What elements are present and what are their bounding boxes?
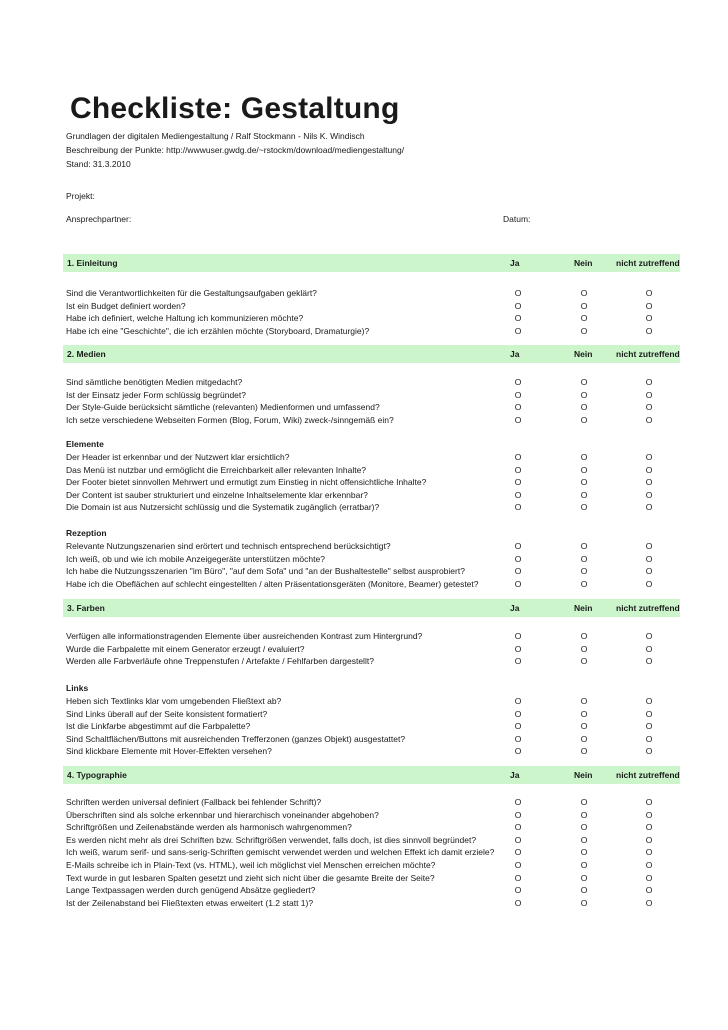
- option-ja-radio[interactable]: O: [514, 553, 522, 564]
- option-ja-radio[interactable]: O: [514, 897, 522, 908]
- column-label-nein: Nein: [574, 770, 593, 780]
- option-nz-radio[interactable]: O: [645, 897, 653, 908]
- option-nz-radio[interactable]: O: [645, 631, 653, 641]
- checklist-row: [66, 502, 678, 514]
- column-label-nz: nicht zutreffend: [616, 603, 680, 613]
- option-nein-radio[interactable]: O: [580, 834, 588, 845]
- page-title: Checkliste: Gestaltung: [70, 92, 400, 125]
- question-text: Schriften werden universal definiert (Fallback bei fehlender Schrift)?: [66, 797, 322, 807]
- section-title: 1. Einleitung: [67, 258, 118, 268]
- checklist-row: [66, 301, 678, 313]
- option-nein-radio[interactable]: O: [580, 402, 588, 412]
- checklist-row: [66, 477, 678, 489]
- checklist-row: [66, 721, 678, 733]
- option-nein-radio[interactable]: O: [580, 377, 588, 387]
- checklist-row: [66, 579, 678, 591]
- checklist-row: [66, 415, 678, 427]
- option-nein-radio[interactable]: O: [580, 489, 588, 500]
- question-text: Ich weiß, warum serif- und sans-serig-Schriften gemischt verwendet werden und welchen Effekt ich damit erziele?: [66, 847, 495, 858]
- checklist-row: [66, 746, 678, 758]
- option-nz-radio[interactable]: O: [645, 464, 653, 475]
- question-text: Sind klickbare Elemente mit Hover-Effekten versehen?: [66, 746, 272, 757]
- option-ja-radio[interactable]: O: [514, 631, 522, 641]
- column-label-ja: Ja: [510, 603, 520, 613]
- option-ja-radio[interactable]: O: [514, 313, 522, 324]
- option-nz-radio[interactable]: O: [645, 288, 653, 298]
- column-label-nein: Nein: [574, 603, 593, 613]
- option-nz-radio[interactable]: O: [645, 541, 653, 551]
- option-nz-radio[interactable]: O: [645, 885, 653, 896]
- option-nein-radio[interactable]: O: [580, 389, 588, 400]
- option-nein-radio[interactable]: O: [580, 464, 588, 475]
- option-nein-radio[interactable]: O: [580, 897, 588, 908]
- option-nz-radio[interactable]: O: [645, 797, 653, 807]
- meta-description-url: Beschreibung der Punkte: http://wwwuser.gwdg.de/~rstockm/download/mediengestaltung/: [66, 145, 405, 155]
- option-nz-radio[interactable]: O: [645, 313, 653, 324]
- checklist-row: [66, 696, 678, 708]
- option-ja-radio[interactable]: O: [514, 300, 522, 311]
- option-ja-radio[interactable]: O: [514, 860, 522, 870]
- question-text: Ich setze verschiedene Webseiten Formen (Blog, Forum, Wiki) zweck-/sinngemäß ein?: [66, 414, 394, 425]
- option-nz-radio[interactable]: O: [645, 452, 653, 462]
- option-ja-radio[interactable]: O: [514, 402, 522, 412]
- subsection-title: Elemente: [66, 439, 104, 449]
- checklist-row: [66, 885, 678, 897]
- checklist-row: [66, 402, 678, 414]
- column-label-ja: Ja: [510, 258, 520, 268]
- option-nein-radio[interactable]: O: [580, 452, 588, 462]
- checklist-row: [66, 377, 678, 389]
- section-header: [63, 599, 680, 617]
- question-text: Das Menü ist nutzbar und ermöglicht die Erreichbarkeit aller relevanten Inhalte?: [66, 464, 367, 475]
- checklist-row: [66, 847, 678, 859]
- option-ja-radio[interactable]: O: [514, 541, 522, 551]
- option-ja-radio[interactable]: O: [514, 733, 522, 744]
- question-text: Habe ich eine "Geschichte", die ich erzählen möchte (Storyboard, Dramaturgie)?: [66, 326, 370, 337]
- checklist-row: [66, 656, 678, 668]
- option-nein-radio[interactable]: O: [580, 502, 588, 512]
- option-nein-radio[interactable]: O: [580, 578, 588, 589]
- option-nein-radio[interactable]: O: [580, 847, 588, 858]
- question-text: Sind sämtliche benötigten Medien mitgedacht?: [66, 377, 243, 387]
- option-nein-radio[interactable]: O: [580, 746, 588, 757]
- subsection-title: Rezeption: [66, 528, 107, 538]
- option-ja-radio[interactable]: O: [514, 489, 522, 500]
- section-title: 3. Farben: [67, 603, 105, 613]
- checklist-row: [66, 898, 678, 910]
- option-ja-radio[interactable]: O: [514, 502, 522, 512]
- option-ja-radio[interactable]: O: [514, 847, 522, 858]
- option-ja-radio[interactable]: O: [514, 464, 522, 475]
- option-nz-radio[interactable]: O: [645, 578, 653, 589]
- question-text: Der Header ist erkennbar und der Nutzwert klar ersichtlich?: [66, 452, 290, 462]
- option-nz-radio[interactable]: O: [645, 656, 653, 667]
- option-nz-radio[interactable]: O: [645, 300, 653, 311]
- option-ja-radio[interactable]: O: [514, 643, 522, 654]
- checklist-row: [66, 860, 678, 872]
- question-text: Überschriften sind als solche erkennbar und hierarchisch voneinander abgehoben?: [66, 809, 379, 820]
- option-nz-radio[interactable]: O: [645, 746, 653, 757]
- question-text: Der Footer bietet sinnvollen Mehrwert und ermutigt zum Einstieg in nicht offensichtliche Inhalte?: [66, 477, 427, 487]
- option-ja-radio[interactable]: O: [514, 809, 522, 820]
- option-nz-radio[interactable]: O: [645, 822, 653, 833]
- option-nein-radio[interactable]: O: [580, 313, 588, 324]
- meta-authors: Grundlagen der digitalen Mediengestaltung / Ralf Stockmann - Nils K. Windisch: [66, 131, 365, 141]
- option-nz-radio[interactable]: O: [645, 809, 653, 820]
- option-ja-radio[interactable]: O: [514, 696, 522, 706]
- question-text: Lange Textpassagen werden durch genügend Absätze gegliedert?: [66, 885, 316, 896]
- option-nein-radio[interactable]: O: [580, 631, 588, 641]
- project-label: Projekt:: [66, 191, 95, 201]
- option-ja-radio[interactable]: O: [514, 452, 522, 462]
- question-text: Wurde die Farbpalette mit einem Generator erzeugt / evaluiert?: [66, 643, 305, 654]
- option-nz-radio[interactable]: O: [645, 721, 653, 732]
- option-nein-radio[interactable]: O: [580, 797, 588, 807]
- question-text: E-Mails schreibe ich in Plain-Text (vs. HTML), weil ich möglichst viel Menschen erreichen möchte?: [66, 860, 436, 870]
- option-ja-radio[interactable]: O: [514, 414, 522, 425]
- question-text: Sind die Verantwortlichkeiten für die Gestaltungsaufgaben geklärt?: [66, 288, 317, 298]
- meta-date: Stand: 31.3.2010: [66, 159, 131, 169]
- checklist-row: [66, 465, 678, 477]
- checklist-row: [66, 541, 678, 553]
- option-nein-radio[interactable]: O: [580, 288, 588, 298]
- column-label-nz: nicht zutreffend: [616, 349, 680, 359]
- checklist-row: [66, 631, 678, 643]
- option-ja-radio[interactable]: O: [514, 288, 522, 298]
- section-header: [63, 254, 680, 272]
- option-nz-radio[interactable]: O: [645, 553, 653, 564]
- question-text: Relevante Nutzungszenarien sind erörtert und technisch entsprechend berücksichtigt?: [66, 541, 391, 551]
- section-title: 4. Typographie: [67, 770, 127, 780]
- option-ja-radio[interactable]: O: [514, 377, 522, 387]
- section-header: [63, 345, 680, 363]
- option-nz-radio[interactable]: O: [645, 377, 653, 387]
- question-text: Ist der Einsatz jeder Form schlüssig begründet?: [66, 389, 247, 400]
- option-ja-radio[interactable]: O: [514, 834, 522, 845]
- option-nein-radio[interactable]: O: [580, 541, 588, 551]
- option-ja-radio[interactable]: O: [514, 326, 522, 337]
- checklist-row: [66, 709, 678, 721]
- option-ja-radio[interactable]: O: [514, 708, 522, 719]
- option-ja-radio[interactable]: O: [514, 822, 522, 833]
- checklist-row: [66, 822, 678, 834]
- checklist-row: [66, 288, 678, 300]
- option-nz-radio[interactable]: O: [645, 733, 653, 744]
- option-nein-radio[interactable]: O: [580, 733, 588, 744]
- question-text: Ist die Linkfarbe abgestimmt auf die Farbpalette?: [66, 721, 251, 732]
- column-label-nz: nicht zutreffend: [616, 770, 680, 780]
- option-nz-radio[interactable]: O: [645, 489, 653, 500]
- column-label-nein: Nein: [574, 349, 593, 359]
- option-nein-radio[interactable]: O: [580, 566, 588, 577]
- option-nein-radio[interactable]: O: [580, 553, 588, 564]
- checklist-row: [66, 566, 678, 578]
- option-nz-radio[interactable]: O: [645, 834, 653, 845]
- option-ja-radio[interactable]: O: [514, 656, 522, 667]
- question-text: Heben sich Textlinks klar vom umgebenden Fließtext ab?: [66, 696, 282, 706]
- option-nz-radio[interactable]: O: [645, 696, 653, 706]
- checklist-row: [66, 835, 678, 847]
- option-nein-radio[interactable]: O: [580, 414, 588, 425]
- option-nz-radio[interactable]: O: [645, 414, 653, 425]
- question-text: Ist der Zeilenabstand bei Fließtexten etwas erweitert (1.2 statt 1)?: [66, 897, 314, 908]
- option-nein-radio[interactable]: O: [580, 822, 588, 833]
- question-text: Der Content ist sauber strukturiert und einzelne Inhaltselemente klar erkennbar?: [66, 489, 368, 500]
- option-ja-radio[interactable]: O: [514, 477, 522, 487]
- checklist-row: [66, 326, 678, 338]
- question-text: Sind Links überall auf der Seite konsistent formatiert?: [66, 708, 268, 719]
- option-nein-radio[interactable]: O: [580, 656, 588, 667]
- question-text: Sind Schaltflächen/Buttons mit ausreichenden Trefferzonen (ganzes Objekt) ausgestattet?: [66, 733, 406, 744]
- option-nz-radio[interactable]: O: [645, 502, 653, 512]
- question-text: Die Domain ist aus Nutzersicht schlüssig und die Systematik zugänglich (erratbar)?: [66, 502, 380, 512]
- option-nz-radio[interactable]: O: [645, 326, 653, 337]
- option-nz-radio[interactable]: O: [645, 847, 653, 858]
- checklist-row: [66, 390, 678, 402]
- checklist-row: [66, 644, 678, 656]
- option-nein-radio[interactable]: O: [580, 326, 588, 337]
- option-ja-radio[interactable]: O: [514, 797, 522, 807]
- checklist-row: [66, 797, 678, 809]
- checklist-row: [66, 452, 678, 464]
- question-text: Habe ich definiert, welche Haltung ich kommunizieren möchte?: [66, 313, 304, 324]
- option-nein-radio[interactable]: O: [580, 643, 588, 654]
- checklist-row: [66, 313, 678, 325]
- option-nein-radio[interactable]: O: [580, 708, 588, 719]
- checklist-row: [66, 873, 678, 885]
- option-ja-radio[interactable]: O: [514, 578, 522, 589]
- column-label-ja: Ja: [510, 770, 520, 780]
- question-text: Ich weiß, ob und wie ich mobile Anzeigegeräte unterstützen möchte?: [66, 553, 325, 564]
- option-nz-radio[interactable]: O: [645, 708, 653, 719]
- option-nein-radio[interactable]: O: [580, 809, 588, 820]
- checklist-row: [66, 734, 678, 746]
- question-text: Schriftgrößen und Zeilenabstände werden als harmonisch wahrgenommen?: [66, 822, 352, 833]
- option-nz-radio[interactable]: O: [645, 477, 653, 487]
- question-text: Der Style-Guide berücksicht sämtliche (relevanten) Medienformen und umfassend?: [66, 402, 380, 412]
- question-text: Werden alle Farbverläufe ohne Treppenstufen / Artefakte / Fehlfarben dargestellt?: [66, 656, 374, 667]
- column-label-nz: nicht zutreffend: [616, 258, 680, 268]
- column-label-nein: Nein: [574, 258, 593, 268]
- option-ja-radio[interactable]: O: [514, 885, 522, 896]
- option-nz-radio[interactable]: O: [645, 389, 653, 400]
- question-text: Ist ein Budget definiert worden?: [66, 300, 186, 311]
- question-text: Es werden nicht mehr als drei Schriften bzw. Schriftgrößen verwendet, falls doch, ist dies sinnvoll begründet?: [66, 834, 477, 845]
- question-text: Ich habe die Nutzungsszenarien "im Büro", "auf dem Sofa" und "an der Bushaltestelle" selbst ausprobiert?: [66, 566, 465, 577]
- option-nein-radio[interactable]: O: [580, 477, 588, 487]
- option-nz-radio[interactable]: O: [645, 643, 653, 654]
- option-nz-radio[interactable]: O: [645, 872, 653, 883]
- checklist-row: [66, 490, 678, 502]
- option-ja-radio[interactable]: O: [514, 746, 522, 757]
- checklist-row: [66, 810, 678, 822]
- date-label: Datum:: [503, 214, 531, 224]
- option-nein-radio[interactable]: O: [580, 872, 588, 883]
- option-nein-radio[interactable]: O: [580, 300, 588, 311]
- option-ja-radio[interactable]: O: [514, 721, 522, 732]
- question-text: Text wurde in gut lesbaren Spalten gesetzt und zieht sich nicht über die gesamte Breite der Seite?: [66, 872, 435, 883]
- option-nein-radio[interactable]: O: [580, 885, 588, 896]
- column-label-ja: Ja: [510, 349, 520, 359]
- section-title: 2. Medien: [67, 349, 106, 359]
- option-nein-radio[interactable]: O: [580, 696, 588, 706]
- option-ja-radio[interactable]: O: [514, 872, 522, 883]
- option-nein-radio[interactable]: O: [580, 721, 588, 732]
- option-ja-radio[interactable]: O: [514, 566, 522, 577]
- option-nein-radio[interactable]: O: [580, 860, 588, 870]
- option-nz-radio[interactable]: O: [645, 860, 653, 870]
- option-ja-radio[interactable]: O: [514, 389, 522, 400]
- question-text: Verfügen alle informationstragenden Elemente über ausreichenden Kontrast zum Hintergrund?: [66, 631, 423, 641]
- option-nz-radio[interactable]: O: [645, 402, 653, 412]
- subsection-title: Links: [66, 683, 89, 693]
- checklist-row: [66, 554, 678, 566]
- contact-label: Ansprechpartner:: [66, 214, 132, 224]
- option-nz-radio[interactable]: O: [645, 566, 653, 577]
- section-header: [63, 766, 680, 784]
- question-text: Habe ich die Obeflächen auf schlecht eingestellten / alten Präsentationsgeräten (Monitore, Beamer) getestet?: [66, 578, 479, 589]
